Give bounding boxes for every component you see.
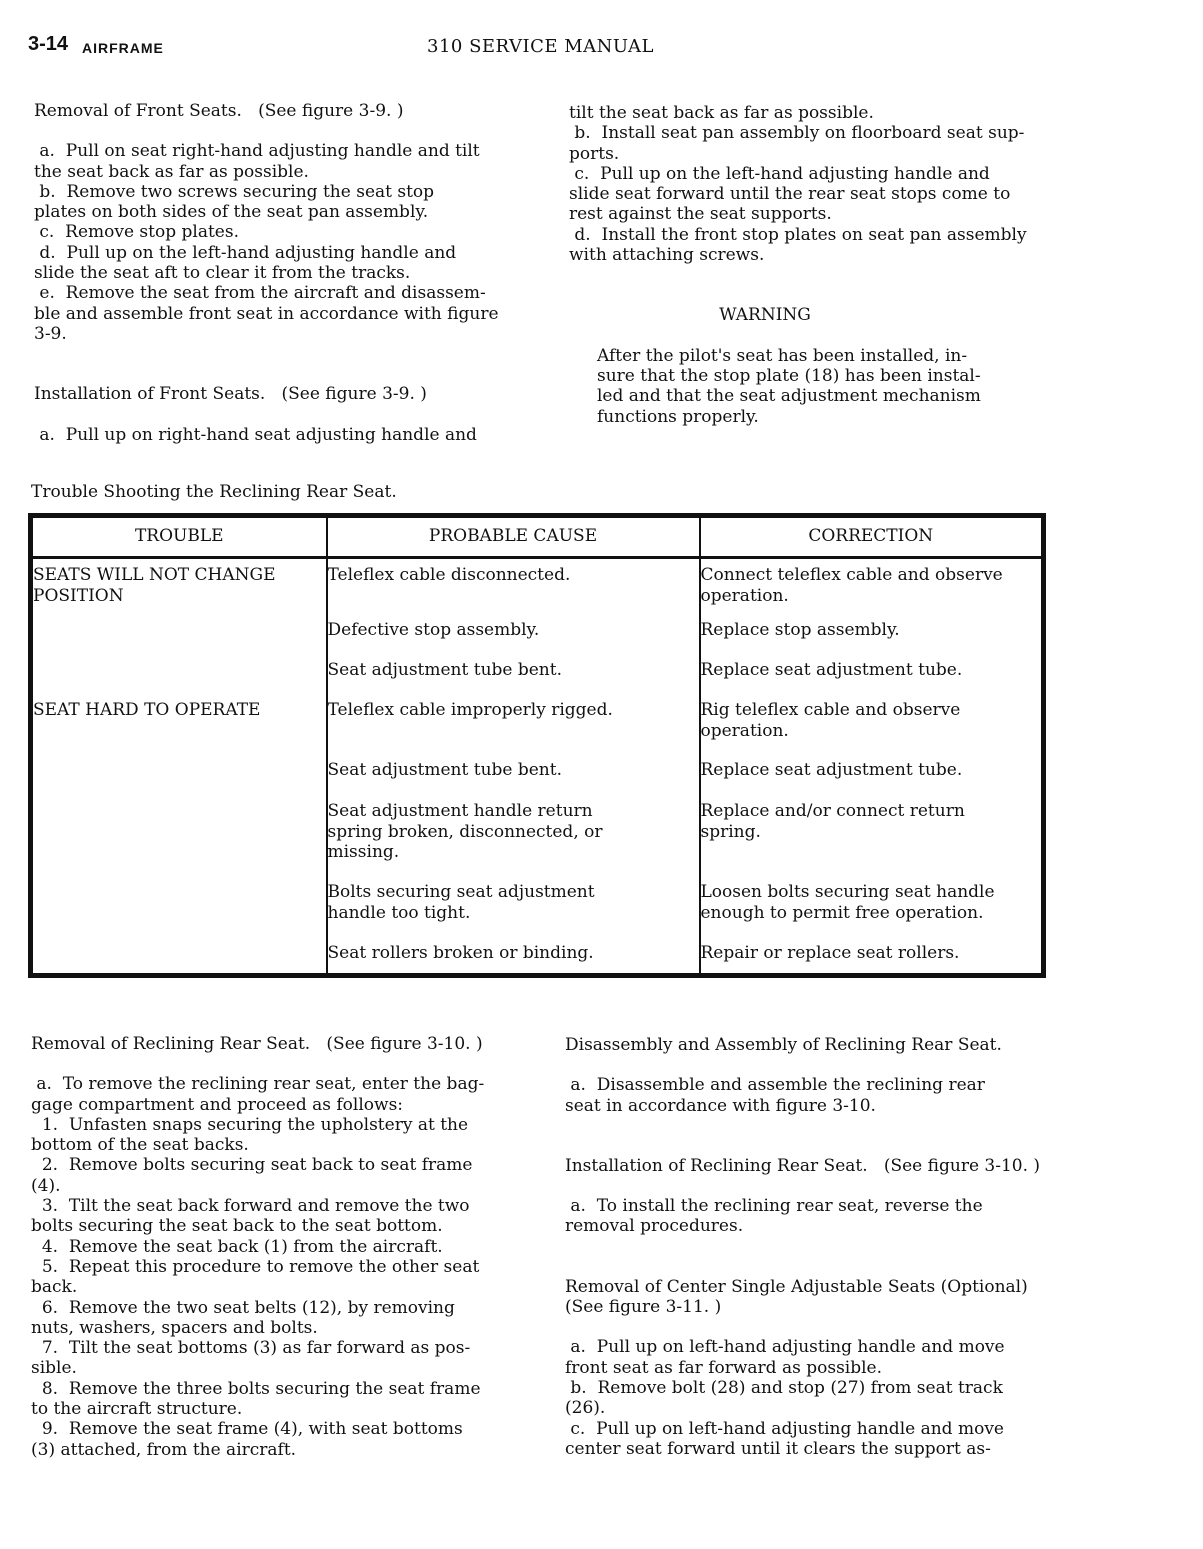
removal-front-step-c: c. Remove stop plates. [34, 222, 239, 243]
correction-cell: Replace seat adjustment tube. [700, 760, 963, 781]
removal-reclining-step-3: 3. Tilt the seat back forward and remove the two bolts securing the seat back to the seat bottom. [31, 1196, 470, 1237]
removal-reclining-step-2: 2. Remove bolts securing seat back to seat frame (4). [31, 1155, 473, 1196]
cause-cell: Defective stop assembly. [327, 620, 540, 641]
lower-left-column [31, 1034, 541, 1460]
correction-cell: Rig teleflex cable and observe operation. [700, 700, 961, 741]
troubleshooting-caption: Trouble Shooting the Reclining Rear Seat. [31, 482, 397, 502]
installation-front-step-d: d. Install the front stop plates on seat pan assembly with attaching screws. [569, 224, 1027, 266]
table-row [31, 660, 1044, 700]
removal-reclining-step-7: 7. Tilt the seat bottoms (3) as far forward as pos- sible. [31, 1338, 471, 1379]
installation-front-step-b: b. Install seat pan assembly on floorboard seat sup- ports. [569, 123, 1025, 164]
removal-reclining-step-1: 1. Unfasten snaps securing the upholstery at the bottom of the seat backs. [31, 1114, 469, 1156]
page-number: 3-14 [28, 33, 69, 55]
upper-left-column [34, 101, 534, 445]
table-row [31, 882, 1044, 943]
disassembly-reclining-step-a: a. Disassemble and assemble the reclining rear seat in accordance with figure 3-10. [565, 1075, 985, 1116]
cause-cell: Teleflex cable disconnected. [327, 565, 571, 586]
disassembly-reclining-heading: Disassembly and Assembly of Reclining Rear Seat. [565, 1035, 1002, 1055]
table-row [31, 943, 1044, 976]
table-row [31, 801, 1044, 882]
cause-cell: Seat rollers broken or binding. [327, 943, 594, 964]
correction-cell: Replace stop assembly. [700, 620, 900, 641]
upper-right-column [569, 103, 1069, 427]
removal-front-step-e: e. Remove the seat from the aircraft and disassem- ble and assemble front seat in accordance with figure 3-9. [34, 283, 499, 344]
trouble-cell: SEATS WILL NOT CHANGE POSITION [33, 565, 276, 606]
section-label: AIRFRAME [82, 40, 164, 56]
installation-front-step-c: c. Pull up on the left-hand adjusting handle and slide seat forward until the rear seat stops come to rest against the seat supports. [569, 163, 1011, 225]
warning-text: After the pilot's seat has been installed, in- sure that the stop plate (18) has been instal- led and that the seat adjustment mechanism functions properly. [597, 345, 981, 427]
cause-cell: Seat adjustment tube bent. [327, 760, 562, 781]
removal-reclining-step-5: 5. Repeat this procedure to remove the other seat back. [31, 1256, 480, 1298]
removal-reclining-step-6: 6. Remove the two seat belts (12), by removing nuts, washers, spacers and bolts. [31, 1297, 455, 1338]
removal-center-step-a: a. Pull up on left-hand adjusting handle and move front seat as far forward as possible. [565, 1337, 1005, 1378]
table-header-row [31, 516, 1044, 558]
cause-cell: Seat adjustment tube bent. [327, 660, 562, 681]
correction-cell: Loosen bolts securing seat handle enough to permit free operation. [700, 882, 995, 923]
header-probable-cause: PROBABLE CAUSE [327, 516, 700, 558]
correction-cell: Replace and/or connect return spring. [700, 801, 965, 842]
table-row [31, 620, 1044, 660]
removal-front-step-a: a. Pull on seat right-hand adjusting handle and tilt the seat back as far as possible. [34, 141, 480, 182]
removal-center-step-c: c. Pull up on left-hand adjusting handle and move center seat forward until it clears the support as- [565, 1418, 1004, 1459]
correction-cell: Repair or replace seat rollers. [700, 943, 960, 964]
removal-center-heading: Removal of Center Single Adjustable Seats (Optional) (See figure 3-11. ) [565, 1276, 1028, 1318]
removal-reclining-step-4: 4. Remove the seat back (1) from the aircraft. [31, 1236, 443, 1257]
installation-front-step-a-cont: tilt the seat back as far as possible. [569, 103, 874, 123]
table-row [31, 760, 1044, 801]
table-row [31, 700, 1044, 760]
removal-reclining-step-a: a. To remove the reclining rear seat, enter the bag- gage compartment and proceed as follows: [31, 1074, 485, 1115]
troubleshooting-table [28, 513, 1046, 978]
correction-cell: Replace seat adjustment tube. [700, 660, 963, 681]
removal-center-step-b: b. Remove bolt (28) and stop (27) from seat track (26). [565, 1377, 1003, 1419]
header-correction: CORRECTION [700, 516, 1044, 558]
installation-reclining-heading: Installation of Reclining Rear Seat. (See figure 3-10. ) [565, 1155, 1041, 1176]
removal-reclining-step-8: 8. Remove the three bolts securing the seat frame to the aircraft structure. [31, 1378, 481, 1420]
installation-front-step-a: a. Pull up on right-hand seat adjusting handle and [34, 424, 477, 445]
manual-title: 310 SERVICE MANUAL [427, 36, 654, 57]
removal-reclining-heading: Removal of Reclining Rear Seat. (See figure 3-10. ) [31, 1034, 483, 1054]
removal-front-heading: Removal of Front Seats. (See figure 3-9. ) [34, 101, 404, 121]
warning-title: WARNING [719, 305, 811, 326]
removal-front-step-d: d. Pull up on the left-hand adjusting handle and slide the seat aft to clear it from the tracks. [34, 242, 457, 284]
cause-cell: Seat adjustment handle return spring broken, disconnected, or missing. [327, 801, 603, 862]
removal-front-step-b: b. Remove two screws securing the seat stop plates on both sides of the seat pan assembly. [34, 181, 435, 223]
installation-front-heading: Installation of Front Seats. (See figure 3-9. ) [34, 384, 427, 405]
correction-cell: Connect teleflex cable and observe operation. [700, 565, 1003, 606]
removal-reclining-step-9: 9. Remove the seat frame (4), with seat bottoms (3) attached, from the aircraft. [31, 1419, 463, 1460]
cause-cell: Teleflex cable improperly rigged. [327, 700, 613, 721]
lower-right-column [565, 1035, 1085, 1459]
cause-cell: Bolts securing seat adjustment handle too tight. [327, 882, 595, 923]
trouble-cell: SEAT HARD TO OPERATE [33, 700, 261, 721]
table-row [31, 558, 1044, 621]
installation-reclining-step-a: a. To install the reclining rear seat, reverse the removal procedures. [565, 1196, 983, 1237]
header-trouble: TROUBLE [31, 516, 327, 558]
